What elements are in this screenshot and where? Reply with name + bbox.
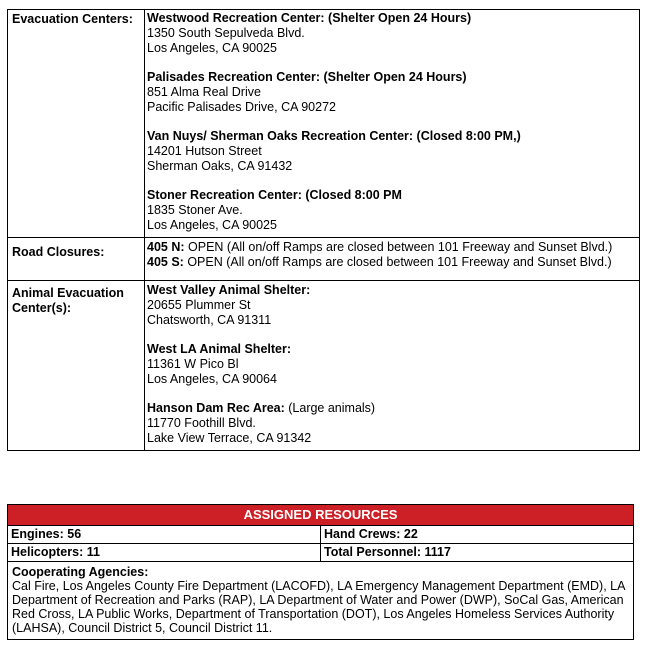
shelter-heading: [147, 401, 637, 416]
shelter-title: Hanson Dam Rec Area:: [147, 401, 285, 415]
assigned-resources-header: ASSIGNED RESOURCES: [8, 505, 634, 526]
assigned-resources-table: [7, 504, 634, 640]
hand-crews-count: Hand Crews: 22: [321, 526, 634, 544]
shelter-address: 11361 W Pico Bl: [147, 357, 239, 371]
center-title: Stoner Recreation Center: (Closed 8:00 PM: [147, 188, 402, 202]
center-address: 14201 Hutson Street: [147, 144, 262, 158]
center-city: Sherman Oaks, CA 91432: [147, 159, 293, 173]
center-city: Los Angeles, CA 90025: [147, 41, 277, 55]
center-city: Pacific Palisades Drive, CA 90272: [147, 100, 336, 114]
animal-shelter: [147, 342, 637, 387]
center-city: Los Angeles, CA 90025: [147, 218, 277, 232]
shelter-city: Lake View Terrace, CA 91342: [147, 431, 312, 445]
animal-evacuation-label: Animal Evacuation Center(s):: [8, 281, 145, 451]
center-title: Van Nuys/ Sherman Oaks Recreation Center: (Closed 8:00 PM,): [147, 129, 521, 143]
animal-shelter: [147, 401, 637, 446]
center-address: 851 Alma Real Drive: [147, 85, 261, 99]
cooperating-agencies: [8, 562, 634, 640]
evacuation-center: [147, 188, 637, 233]
shelter-city: Chatsworth, CA 91311: [147, 313, 272, 327]
shelter-address: 11770 Foothill Blvd.: [147, 416, 256, 430]
road-closures-row: [8, 238, 640, 281]
center-title: Westwood Recreation Center: (Shelter Open 24 Hours): [147, 11, 472, 25]
center-address: 1350 South Sepulveda Blvd.: [147, 26, 305, 40]
animal-shelter: [147, 283, 637, 328]
evacuation-centers: [145, 10, 640, 238]
cooperating-agencies-list: Cal Fire, Los Angeles County Fire Department (LACOFD), LA Emergency Management Department (EMD), LA Department of Recreation and Parks (RAP), LA Department of Water and Power (DWP), SoCal Gas, American Red Cross, LA Public Works, Department of Transportation (DOT), Los Angeles Homeless Services Authority (LAHSA), Council District 5, Council District 11.: [12, 579, 625, 635]
road-code: 405 S:: [147, 255, 184, 269]
incident-info-table: [7, 9, 640, 451]
road-closure-item: [147, 255, 637, 270]
shelter-title: West LA Animal Shelter:: [147, 342, 292, 356]
shelter-title: West Valley Animal Shelter:: [147, 283, 311, 297]
road-closures-label: Road Closures:: [8, 238, 145, 281]
shelter-heading: [147, 283, 637, 298]
cooperating-agencies-label: Cooperating Agencies:: [12, 565, 149, 579]
road-closures: [145, 238, 640, 281]
road-status: OPEN (All on/off Ramps are closed between 101 Freeway and Sunset Blvd.): [183, 255, 612, 269]
road-status: OPEN (All on/off Ramps are closed between 101 Freeway and Sunset Blvd.): [184, 240, 613, 254]
evacuation-center: [147, 129, 637, 174]
helicopters-count: Helicopters: 11: [8, 544, 321, 562]
shelter-note: (Large animals): [284, 401, 376, 415]
shelter-city: Los Angeles, CA 90064: [147, 372, 277, 386]
shelter-address: 20655 Plummer St: [147, 298, 251, 312]
animal-evacuation-row: [8, 281, 640, 451]
center-title: Palisades Recreation Center: (Shelter Open 24 Hours): [147, 70, 467, 84]
shelter-heading: [147, 342, 637, 357]
total-personnel-count: Total Personnel: 1117: [321, 544, 634, 562]
evacuation-label: Evacuation Centers:: [8, 10, 145, 238]
animal-shelters: [145, 281, 640, 451]
evacuation-center: [147, 70, 637, 115]
road-closure-item: [147, 240, 637, 255]
evacuation-row: [8, 10, 640, 238]
engines-count: Engines: 56: [8, 526, 321, 544]
evacuation-center: [147, 11, 637, 56]
center-address: 1835 Stoner Ave.: [147, 203, 243, 217]
road-code: 405 N:: [147, 240, 185, 254]
